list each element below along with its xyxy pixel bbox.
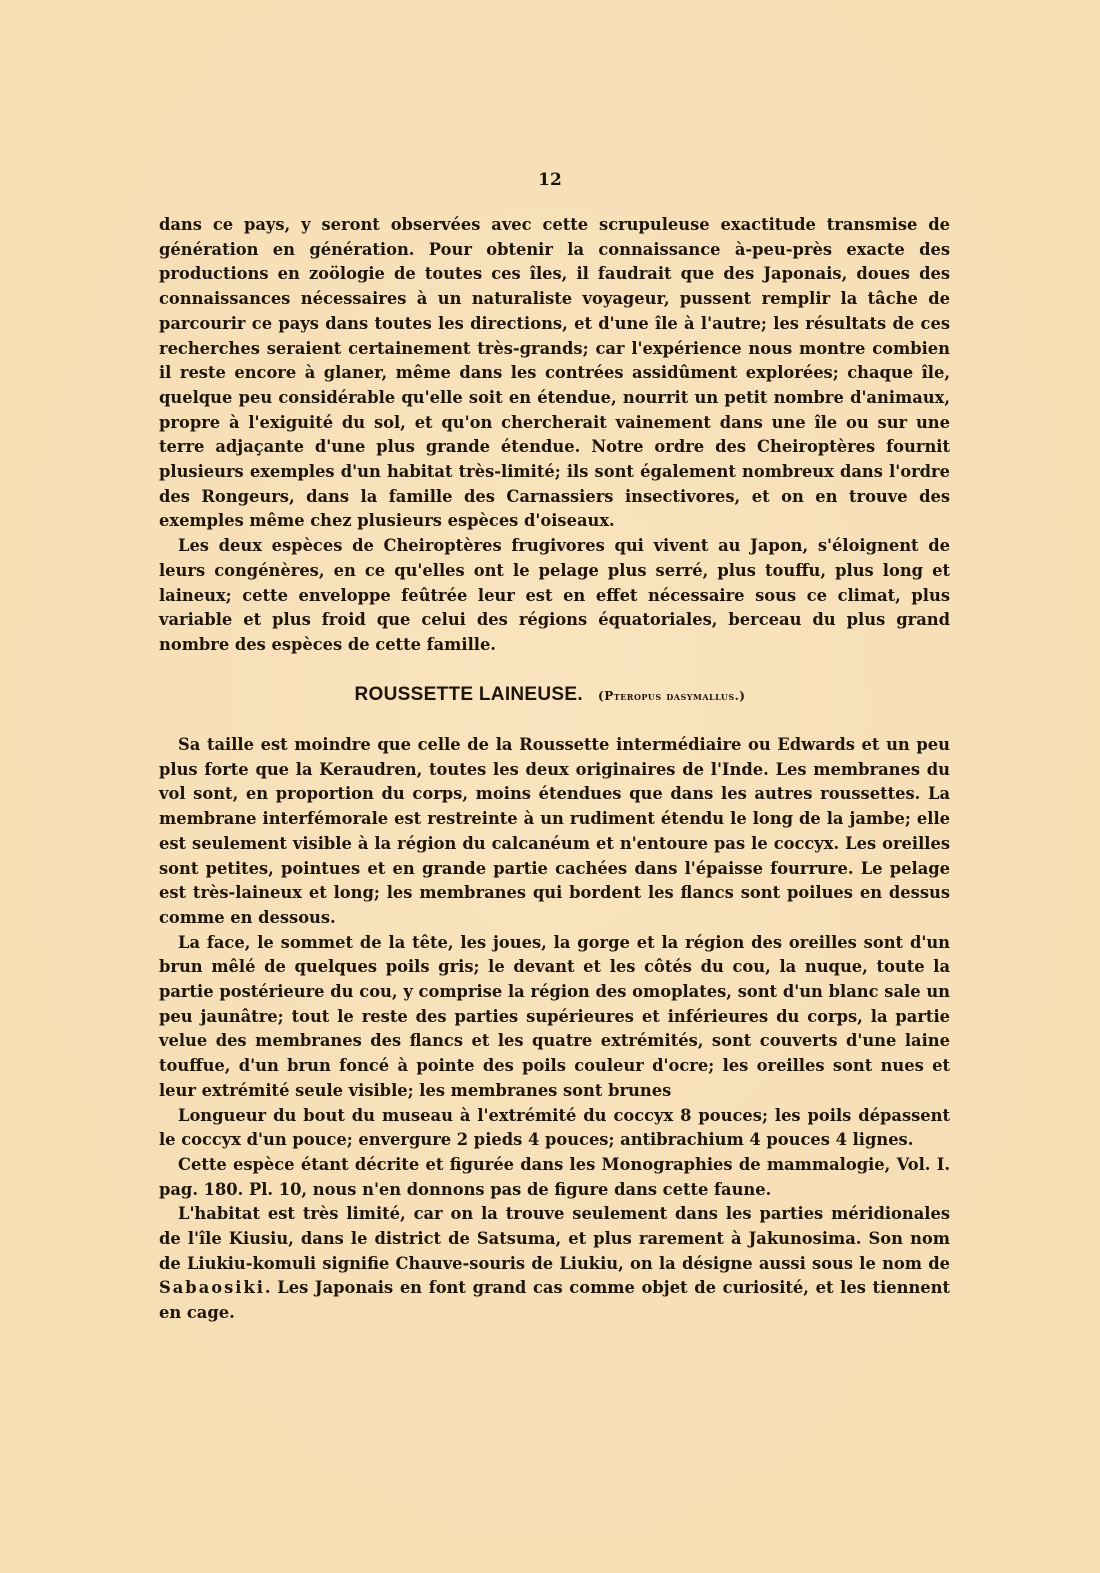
- intro-paragraph-2: Les deux espèces de Cheiroptères frugivores qui vivent au Japon, s'éloignent de leurs congénères, en ce qu'elles ont le pelage plus serré, plus touffu, plus long et laineux; cette enveloppe feûtrée leur est en effet nécessaire sous ce climat, plus variable et plus froid que celui des régions équatoriales, berceau du plus grand nombre des espèces de cette famille.: [159, 536, 950, 654]
- intro-paragraph-1: dans ce pays, y seront observées avec cette scrupuleuse exactitude transmise de génération en génération. Pour obtenir la connaissance à-peu-près exacte des productions en zoölogie de toutes ces îles, il faudrait que des Japonais, doues des connaissances nécessaires à un naturaliste voyageur, pussent remplir la tâche de parcourir ce pays dans toutes les directions, et d'une île à l'autre; les résultats de ces recherches seraient certainement très-grands; car l'expérience nous montre combien il reste encore à glaner, même dans les contrées assidûment explorées; chaque île, quelque peu considérable qu'elle soit en étendue, nourrit un petit nombre d'animaux, propre à l'exiguité du sol, et qu'on chercherait vainement dans une île ou sur une terre adjaçante d'une plus grande étendue. Notre ordre des Cheiroptères fournit plusieurs exemples d'un habitat très-limité; ils sont également nombreux dans l'ordre des Rongeurs, dans la famille des Carnassiers insectivores, et on en trouve des exemples même chez plusieurs espèces d'oiseaux.: [159, 215, 950, 531]
- page-number: 12: [538, 170, 562, 190]
- section-paragraph-5-end: . Les Japonais en font grand cas comme objet de curiosité, et les tiennent en cage.: [159, 1278, 950, 1323]
- section-paragraph-3: Longueur du bout du museau à l'extrémité du coccyx 8 pouces; les poils dépassent le coccyx d'un pouce; envergure 2 pieds 4 pouces; antibrachium 4 pouces 4 lignes.: [159, 1105, 950, 1150]
- section-paragraph-4: Cette espèce étant décrite et figurée dans les Monographies de mammalogie, Vol. I. pag. 180. Pl. 10, nous n'en donnons pas de figure dans cette faune.: [159, 1154, 950, 1199]
- section-paragraph-5: [159, 1202, 950, 1326]
- section-latin-name: (Pteropus dasymallus.): [598, 689, 746, 703]
- section-text: [159, 733, 950, 1326]
- section-paragraph-5-start: L'habitat est très limité, car on la trouve seulement dans les parties méridionales de l'île Kiusiu, dans le district de Satsuma, et plus rarement à Jakunosima. Son nom de Liukiu-komuli signifie Chauve-souris de Liukiu, on la désigne aussi sous le nom de: [159, 1204, 950, 1273]
- section-heading: [0, 684, 1100, 706]
- section-paragraph-1: Sa taille est moindre que celle de la Roussette intermédiaire ou Edwards et un peu plus forte que la Keraudren, toutes les deux originaires de l'Inde. Les membranes du vol sont, en proportion du corps, moins étendues que dans les autres roussettes. La membrane interfémorale est restreinte à un rudiment étendu le long de la jambe; elle est seulement visible à la région du calcanéum et n'entoure pas le coccyx. Les oreilles sont petites, pointues et en grande partie cachées dans l'épaisse fourrure. Le pelage est très-laineux et long; les membranes qui bordent les flancs sont poilues en dessus comme en dessous.: [159, 735, 950, 927]
- section-title: ROUSSETTE LAINEUSE.: [354, 684, 583, 705]
- intro-text: [159, 213, 950, 658]
- section-paragraph-2: La face, le sommet de la tête, les joues, la gorge et la région des oreilles sont d'un brun mêlé de quelques poils gris; le devant et les côtés du cou, la nuque, toute la partie postérieure du cou, y comprise la région des omoplates, sont d'un blanc sale un peu jaunâtre; tout le reste des parties supérieures et inférieures du corps, la partie velue des membranes des flancs et les quatre extrémités, sont couverts d'une laine touffue, d'un brun foncé à pointe des poils couleur d'ocre; les oreilles sont nues et leur extrémité seule visible; les membranes sont brunes: [159, 932, 950, 1100]
- japanese-name: Sabaosiki: [159, 1278, 265, 1298]
